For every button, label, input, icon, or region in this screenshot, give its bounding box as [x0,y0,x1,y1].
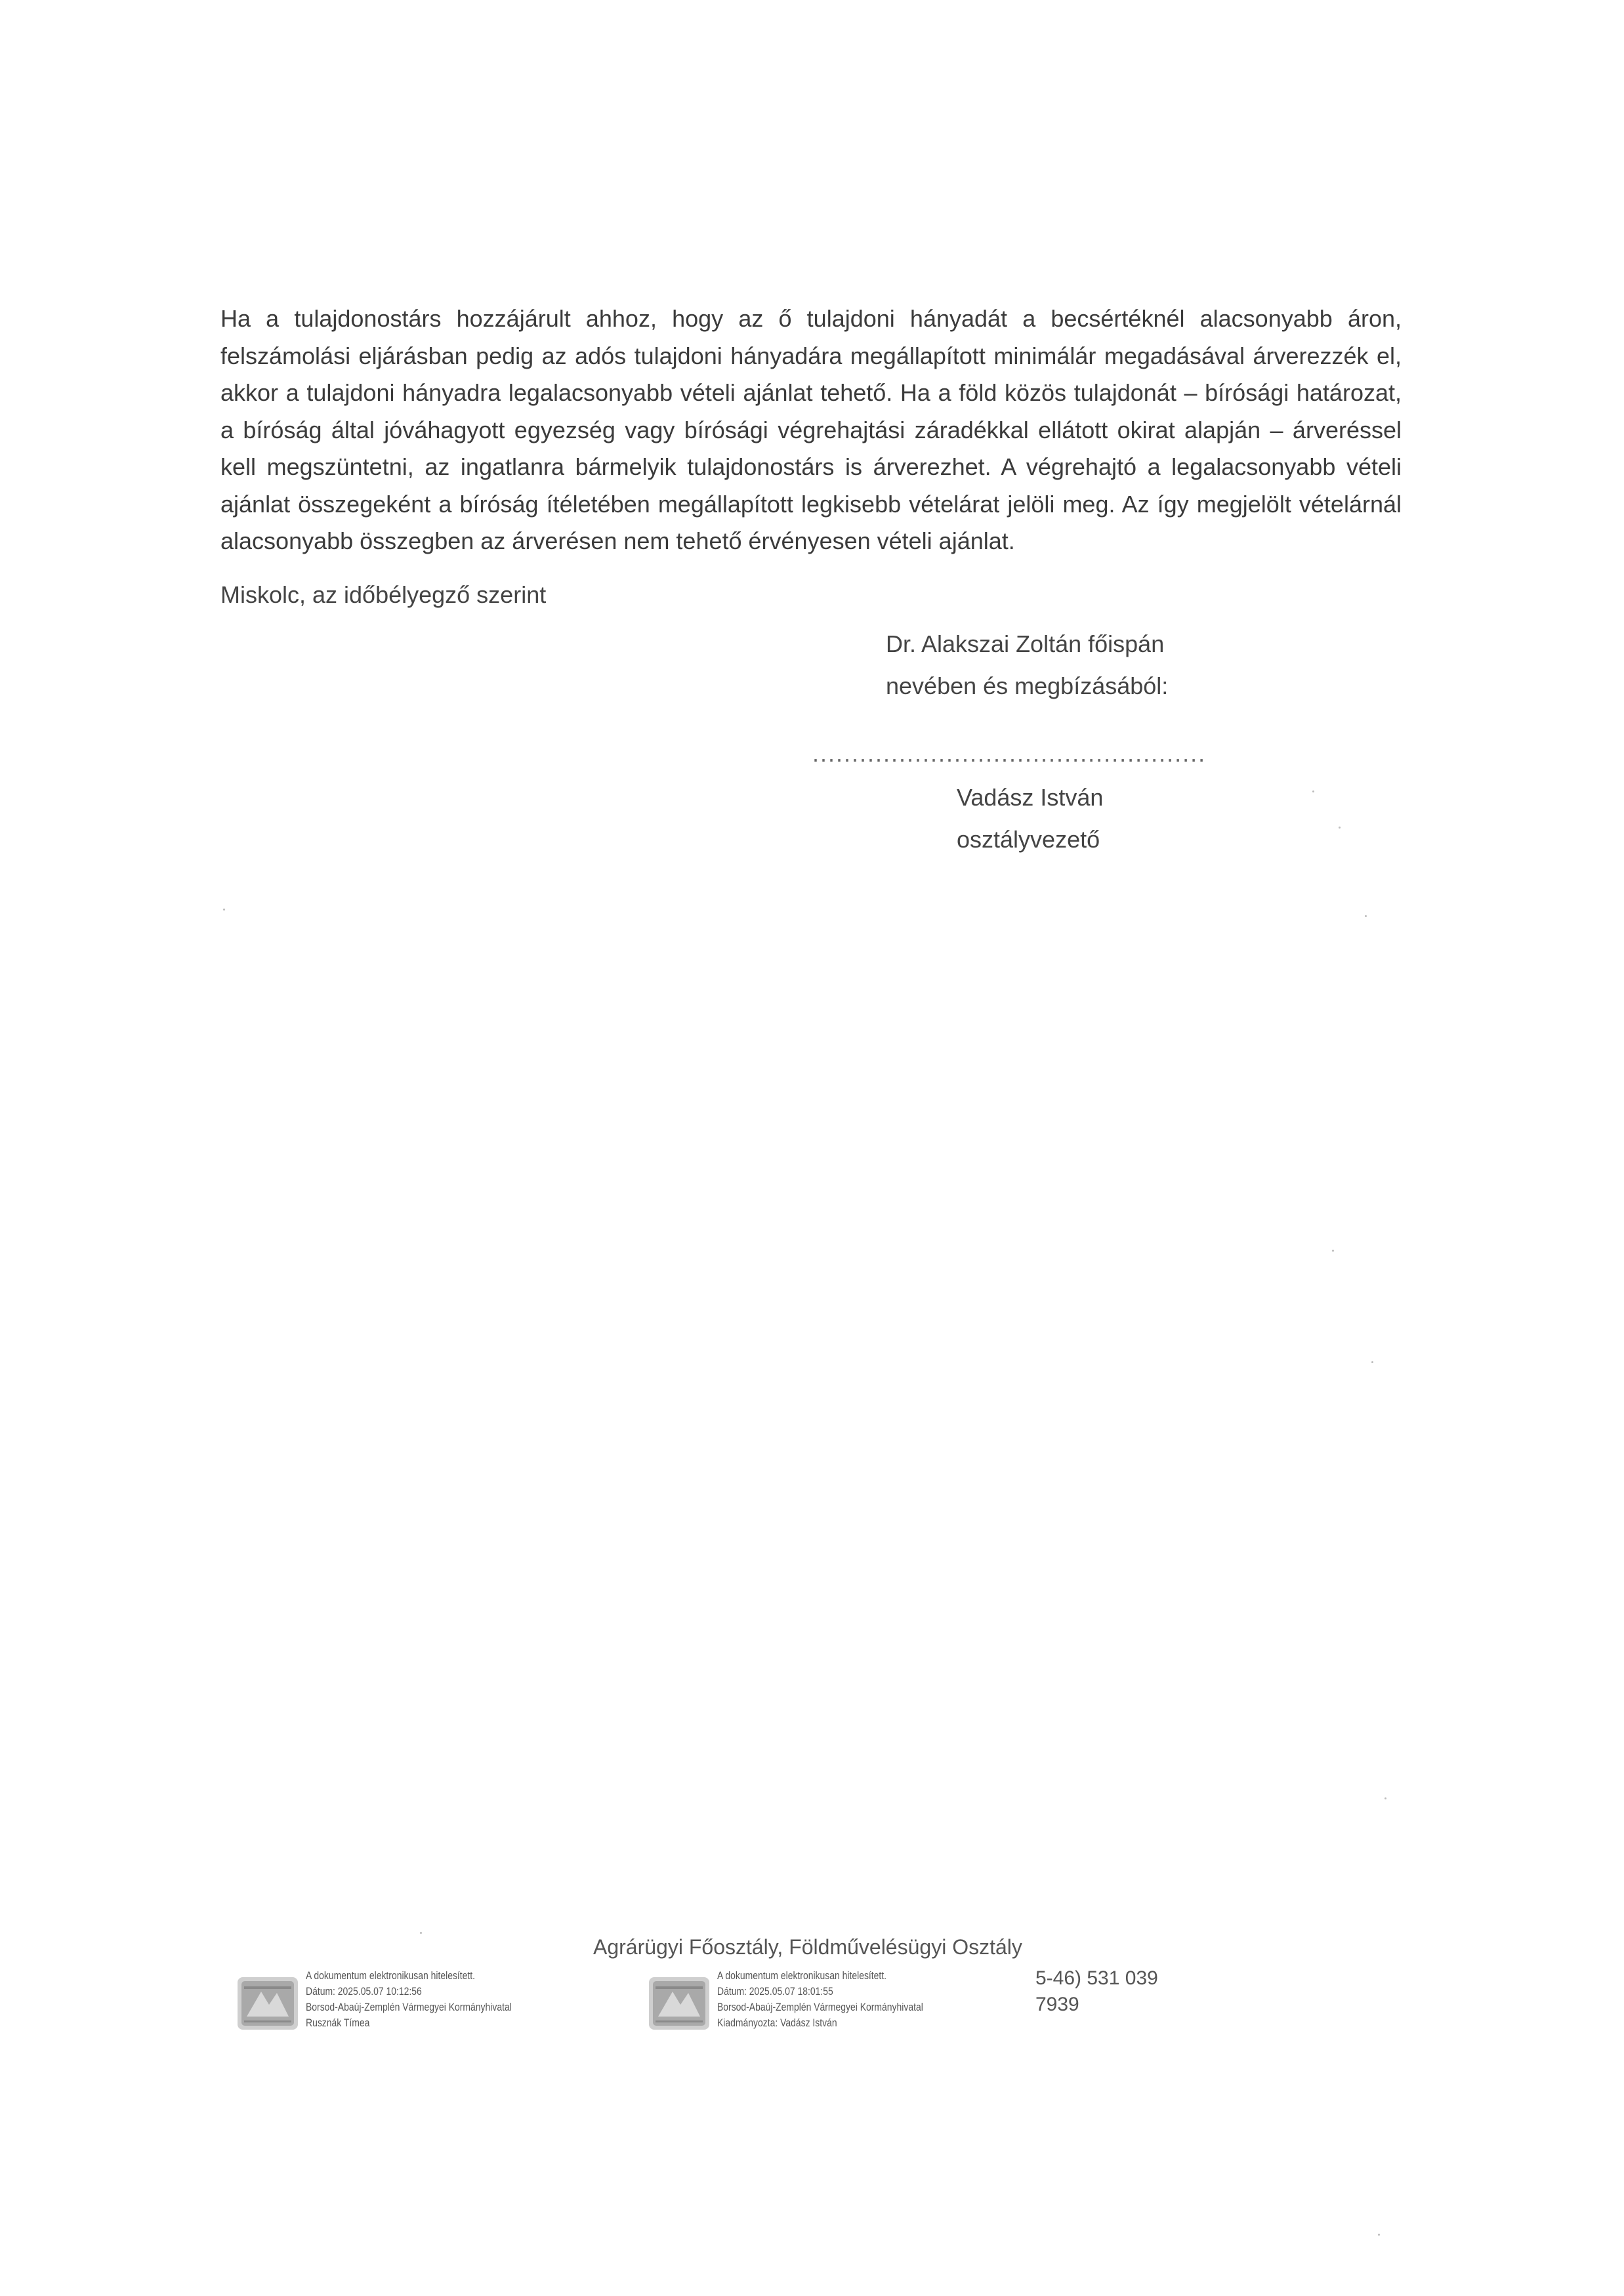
scan-speck [1385,1797,1386,1799]
signatory-name: Vadász István [957,784,1104,811]
scan-speck [1378,2234,1380,2236]
on-behalf-line1: Dr. Alakszai Zoltán főispán [886,630,1165,657]
signatory-block [957,777,1103,861]
signature-line: .................................................. [812,740,1207,767]
stamp-2-line3: Borsod-Abaúj-Zemplén Vármegyei Kormányhivatal [717,2001,923,2013]
stamp-2-line1: A dokumentum elektronikusan hitelesített. [717,1969,887,1982]
footer-number-fragment: 7939 [1035,1994,1079,2015]
stamp-2-line2: Dátum: 2025.05.07 18:01:55 [717,1985,833,1998]
scan-speck [1332,1250,1334,1252]
on-behalf-block [886,623,1168,707]
body-paragraph: Ha a tulajdonostárs hozzájárult ahhoz, hogy az ő tulajdoni hányadát a becsértéknél alacsonyabb áron, felszámolási eljárásban pedig az adós tulajdoni hányadára megállapított minimálár megadásával árverezzék el, akkor a tulajdoni hányadra legalacsonyabb vételi ajánlat tehető. Ha a föld közös tulajdonát – bírósági határozat, a bíróság által jóváhagyott egyezség vagy bírósági végrehajtási záradékkal ellátott okirat alapján – árveréssel kell megszüntetni, az ingatlanra bármelyik tulajdonostárs is árverezhet. A végrehajtó a legalacsonyabb vételi ajánlat összegeként a bíróság ítéletében megállapított legkisebb vételárat jelöli meg. Az így megjelölt vételárnál alacsonyabb összegben az árverésen nem tehető érvényesen vételi ajánlat. [220,305,1402,554]
e-signature-seal-icon [646,1973,712,2034]
stamp-2-line4: Kiadmányozta: Vadász István [717,2017,837,2029]
e-signature-stamp-2 [646,1968,968,2034]
stamp-2-text [717,1968,923,2031]
stamp-1-line2: Dátum: 2025.05.07 10:12:56 [306,1985,422,1998]
scan-speck [1339,827,1341,829]
signatory-title: osztályvezető [957,826,1100,853]
stamp-1-line4: Rusznák Tímea [306,2017,370,2029]
footer-phone-fragment: 5-46) 531 039 [1035,1967,1158,1989]
e-signature-seal-icon [235,1973,301,2034]
stamp-1-line3: Borsod-Abaúj-Zemplén Vármegyei Kormányhivatal [306,2001,512,2013]
e-signature-stamp-1 [235,1968,557,2034]
scan-speck [223,909,225,911]
scan-speck [1365,915,1367,917]
stamp-1-text [306,1968,512,2031]
stamp-1-line1: A dokumentum elektronikusan hitelesített. [306,1969,476,1982]
footer-contact [1035,1965,1158,2018]
scan-speck [1371,1361,1373,1363]
scan-speck [1312,790,1314,792]
place-date-line: Miskolc, az időbélyegző szerint [220,581,547,608]
footer-department: Agrárügyi Főosztály, Földművelésügyi Osztály [593,1935,1022,1959]
scan-speck [420,1932,422,1934]
on-behalf-line2: nevében és megbízásából: [886,672,1169,699]
